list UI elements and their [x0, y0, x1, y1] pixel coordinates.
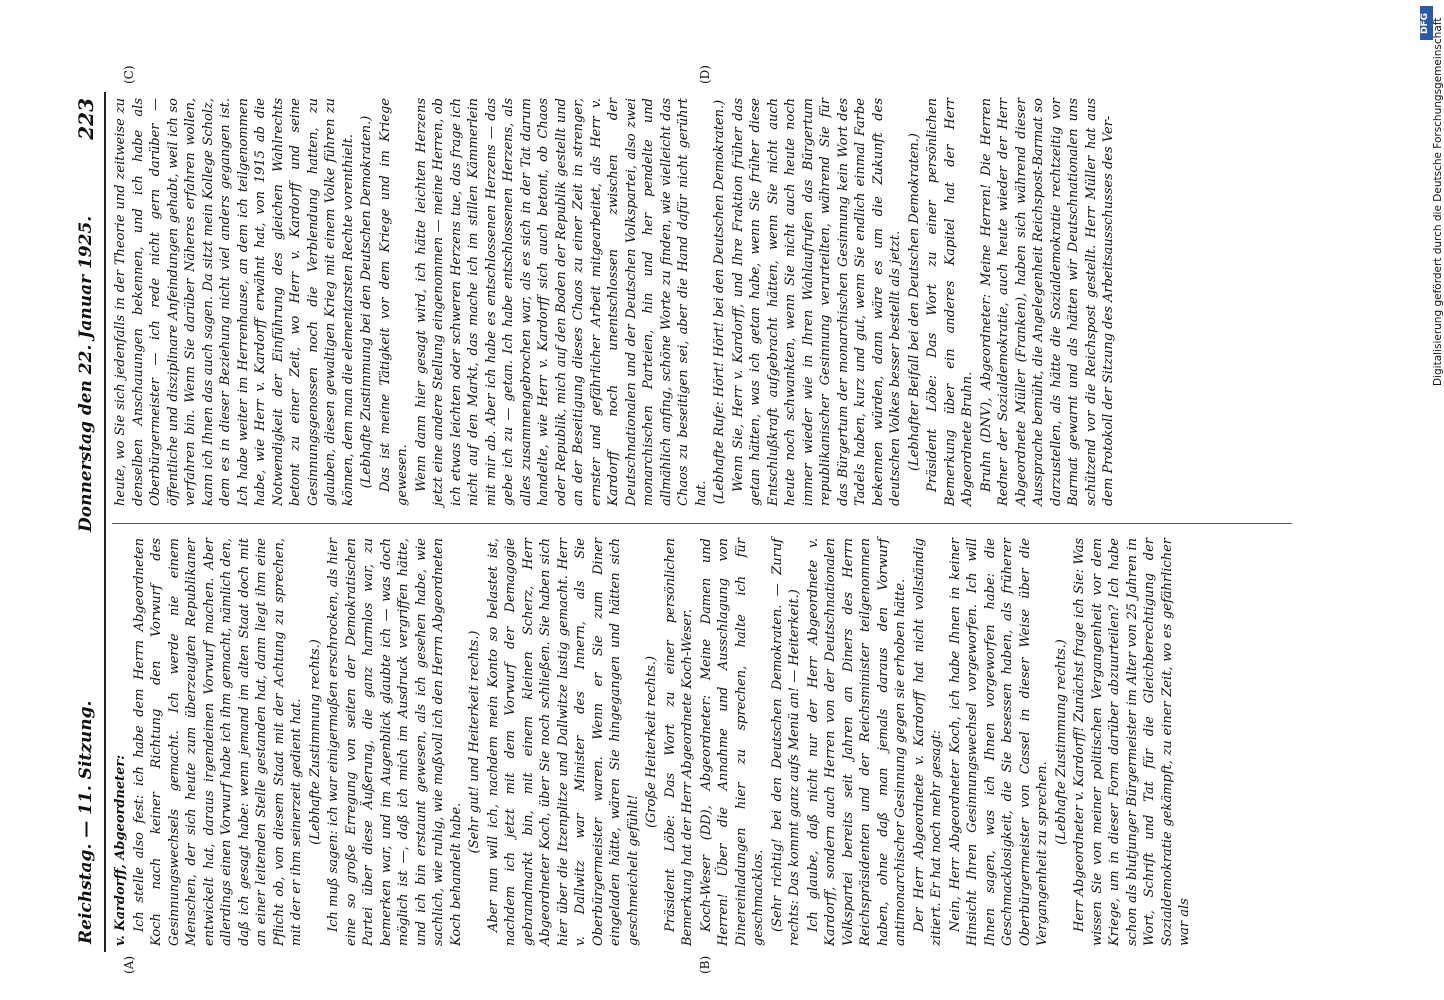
interjection: (Lebhafte Zustimmung rechts.) — [307, 639, 323, 845]
header-rule — [104, 92, 106, 952]
paragraph: Ich muß sagen: ich war einigermaßen erschrocken, als hier eine so große Erregung von seiten der Demokratischen Partei über diese Äußerung, die ganz harmlos war, zu bemerken war, und im Augenblick glaubte ich — was doch möglich ist —, daß ich mich im Ausdruck vergriffen hätte, und ich bin erstaunt gewesen, als ich gesehen habe, wie sachlich, wie ruhig, wie maßvoll ich den Herrn Abgeordneten Koch behandelt habe. — [326, 538, 464, 946]
marker-b: (B) — [698, 955, 712, 974]
paragraph: Herr Abgeordneter v. Kardorff! Zunächst frage ich Sie: Was wissen Sie von meiner politischen Vergangenheit vor dem Kriege, um in dieser Form darüber abzuurteilen? Ich habe schon als blutjunger Bürgermeister im Alter von 25 Jahren in Wort, Schrift und Tat für die Gleichberechtigung der Sozialdemokratie gekämpft, zu einer Zeit, wo es gefährlicher war als — [1072, 538, 1192, 946]
quotation: Nein, Herr Abgeordneter Koch, ich habe Ihnen in keiner Hinsicht Ihren Gesinnungswechsel vorgeworfen. Ich will Ihnen sagen, was ich Ihnen vorgeworfen habe: die Geschmacklosigkeit, die Sie besessen haben, als früherer Oberbürgermeister von Cassel in dieser Weise über die Vergangenheit zu sprechen. — [947, 538, 1050, 946]
digitization-credit: Digitalisierung gefördert durch die Deutsche Forschungsgemeinschaft — [1432, 17, 1444, 386]
interjection: (Lebhafte Rufe: Hört! Hört! bei den Deutschen Demokraten.) — [712, 99, 727, 505]
paragraph: Ich glaube, daß nicht nur der Herr Abgeordnete v. Kardorff, sondern auch Herren von der Deutschnationalen Volkspartei bereits seit Jahren an Diners des Herrn Reichspräsidenten und der Reichsminister teilgenommen haben, ohne daß man jemals daraus den Vorwurf antimonarchischer Gesinnung gegen sie erhoben hätte. — [805, 538, 908, 946]
marker-c: (C) — [122, 65, 136, 84]
interjection: (Lebhafter Beifall bei den Deutschen Demokraten.) — [906, 133, 922, 471]
marker-a: (A) — [122, 955, 136, 974]
paragraph: Der Herr Abgeordnete v. Kardorff hat nicht vollständig zitiert. Er hat noch mehr gesagt: — [911, 538, 944, 946]
paragraph: Ich stelle also fest: ich habe dem Herrn Abgeordneten Koch nach keiner Richtung den Vorwurf des Gesinnungswechsels gemacht. Ich werde nie einem Menschen, der sich heute zum überzeugten Republikaner entwickelt hat, daraus irgendeinen Vorwurf machen. Aber allerdings einen Vorwurf habe ich ihm gemacht, nämlich den, daß ich gesagt habe: wenn jemand im alten Staat doch mit an einer leitenden Stelle gestanden hat, dann liegt ihm eine Pflicht ob, von diesem Staat mit der Achtung zu sprechen, mit der er ihm seinerzeit gedient hat. — [131, 538, 304, 946]
paragraph: Präsident Löbe: Das Wort zu einer persönlichen Bemerkung über ein anderes Kapitel hat der Herr Abgeordnete Bruhn. — [925, 98, 975, 506]
paragraph: Wenn dann hier gesagt wird, ich hätte leichten Herzens jetzt eine andere Stellung eingenommen — meine Herren, ob ich etwas leichten oder schweren Herzens tue, das frage ich nicht auf den Markt, das mache ich im stillen Kämmerlein mit mir ab. Aber ich habe es entschlossenen Herzens — das gebe ich zu — getan. Ich habe entschlossenen Herzens, als alles zusammengebrochen war, als es sich in der Tat darum handelte, wie Herr v. Kardorff sich auch betont, ob Chaos oder Republik, mich auf den Boden der Republik gestellt und an der Beseitigung dieses Chaos zu einer Zeit in strenger, ernster und gefährlicher Arbeit mitgearbeitet, als Herr v. Kardorff noch unentschlossen zwischen der Deutschnationalen und der Deutschen Volkspartei, also zwei monarchischen Parteien, hin und her pendelte und allmählich anfing, schöne Worte zu finden, wie vielleicht das Chaos zu beseitigen sei, aber die Hand dafür nicht gerührt hat. — [413, 98, 709, 506]
speaker-line: v. Kardorff, Abgeordneter: — [113, 754, 128, 946]
rotated-newspaper-page — [70, 65, 1310, 974]
page-number: 223 — [74, 98, 98, 140]
header-left: Reichstag. — 11. Sitzung. — [76, 700, 96, 944]
paragraph: Bruhn (DNV), Abgeordneter: Meine Herren! Die Herren Redner der Sozialdemokratie, auch heute wieder der Herr Abgeordnete Müller (Franken), haben sich während dieser Aussprache bemüht, die Angelegenheit Reichspost-Barmat so darzustellen, als hätte die Sozialdemokratie rechtzeitig vor Barmat gewarnt und als hätten wir Deutschnationalen uns schützend vor die Reichspost gestellt. Herr Müller hat aus dem Protokoll der Sitzung des Arbeitsausschusses des Ver- — [978, 98, 1116, 506]
paragraph: Präsident Löbe: Das Wort zu einer persönlichen Bemerkung hat der Herr Abgeordnete Koch-Weser. — [662, 538, 695, 946]
marker-d: (D) — [698, 65, 712, 84]
interjection: (Große Heiterkeit rechts.) — [644, 655, 659, 829]
paragraph: Das ist meine Tätigkeit vor dem Kriege und im Kriege gewesen. — [377, 98, 410, 506]
page-header — [70, 92, 104, 952]
interjection: (Sehr gut! und Heiterkeit rechts.) — [467, 630, 482, 854]
paragraph: heute, wo Sie sich jedenfalls in der Theorie und zeitweise zu denselben Anschauungen bekennen, und ich habe als Oberbürgermeister — ich rede nicht gern darüber — öffentliche und disziplinare Anfeindungen gehabt, weil ich so verfahren bin. Wenn Sie darüber Näheres erfahren wollen, kann ich Ihnen das auch sagen. Da sitzt mein Kollege Scholz, dem es in dieser Beziehung nicht viel anders gegangen ist. Ich habe weiter im Herrenhause, an dem ich teilgenommen habe, wie Herr v. Kardorff erwähnt hat, von 1915 ab die Notwendigkeit der Einführung des gleichen Wahlrechts betont zu einer Zeit, wo Herr v. Kardorff und seine Gesinnungsgenossen noch die Verblendung hatten, zu glauben, diesen gewaltigen Krieg mit einem Volke führen zu können, dem man die elementarsten Rechte vorenthielt. — [113, 98, 356, 506]
paragraph: Aber nun will ich, nachdem mein Konto so belastet ist, nachdem ich jetzt mit dem Vorwurf der Demagogie gebrandmarkt bin, mit einem kleinen Scherz, Herr Abgeordneter Koch, über Sie noch schließen. Sie haben sich hier über die Itzenplitze und Dallwitze lustig gemacht. Herr v. Dallwitz war Minister des Innern, als Sie Oberbürgermeister waren. Wenn er Sie zum Diner eingeladen hätte, wären Sie hingegangen und hätten sich geschmeichelt gefühlt! — [485, 538, 641, 946]
interjection: (Lebhafte Zustimmung bei den Deutschen Demokraten.) — [359, 115, 374, 489]
header-date: Donnerstag den 22. Januar 1925. — [76, 215, 96, 532]
interjection: (Sehr richtig! bei den Deutschen Demokraten. — Zuruf rechts: Das kommt ganz aufs Menü an! — Heiterkeit.) — [769, 538, 802, 946]
paragraph: Wenn Sie, Herr v. Kardorff, und Ihre Fraktion früher das getan hätten, was ich getan habe, wenn Sie früher diese Entschlußkraft aufgebracht hätten, wenn Sie nicht auch heute noch schwankten, wenn Sie nicht auch heute noch immer wieder wie in Ihren Wahlaufrufen das Bürgertum republikanischer Gesinnung verurteilten, während Sie für das Bürgertum der monarchischen Gesinnung kein Wort des Tadels haben, kurz und gut, wenn Sie endlich einmal Farbe bekennen würden, dann wäre es um die Zukunft des deutschen Volkes besser bestellt als jetzt. — [730, 98, 903, 506]
dfg-logo-text: DFG — [1420, 12, 1430, 34]
interjection: (Lebhafte Zustimmung rechts.) — [1053, 639, 1069, 845]
paragraph: Koch-Weser (DD), Abgeordneter: Meine Damen und Herren! Über die Annahme und Ausschlagung von Dinereinladungen hier zu sprechen, halte ich für geschmacklos. — [698, 538, 766, 946]
column-divider — [112, 523, 1292, 524]
column-left — [112, 538, 1195, 946]
column-right — [112, 98, 1119, 506]
